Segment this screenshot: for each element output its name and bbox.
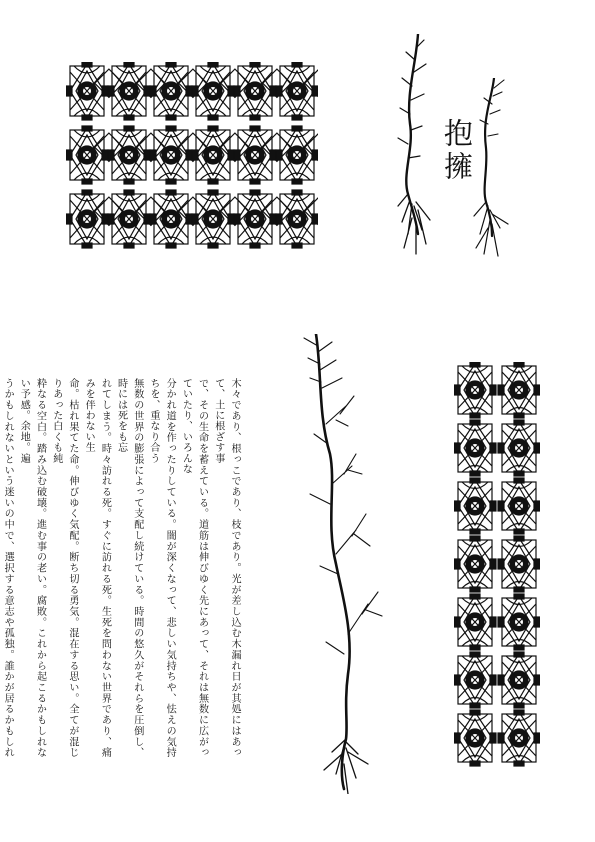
poem-line: うかもしれないという迷いの中で、選択する意志や孤独。誰かが居るかもしれ — [2, 378, 14, 758]
ornament-pattern-right — [454, 362, 540, 772]
poem-body — [2, 378, 242, 758]
twig-illustration-center — [296, 334, 386, 794]
poem-line: 無数の世界の膨張によって支配し続けている。時間の悠久がそれらを圧倒し、時には死をも忘 — [115, 378, 143, 758]
poem-line: 命。枯れ果てた命。伸びゆく気配。断ち切る勇気。混在する思い。全てが混じりあった白くも純 — [50, 378, 78, 758]
twig-illustration-left — [396, 34, 446, 256]
poem-line: で、その生命を蓄えている。道筋は伸びゆく先にあって、それは無数に広がっていたり、いろんな — [180, 378, 208, 758]
pattern-column-right — [498, 362, 540, 766]
ornament-pattern-top — [66, 62, 318, 250]
page-title: 抱擁 — [440, 118, 474, 184]
poem-line: 粋なる空白。踏み込む破壊。進む事の老い。腐敗。これから起こるかもしれない予感。余地。遍 — [18, 378, 46, 758]
pattern-row-1 — [66, 62, 318, 120]
poem-line: れてしまう。時々訪れる死。すぐに訪れる死。生死を問わない世界であり、痛みを伴わない生 — [83, 378, 111, 758]
poem-line: 木々であり、根っこであり、枝であり。光が差し込む木漏れ日が其処にはあって、土に根ざす事 — [212, 378, 240, 758]
pattern-column-left — [454, 362, 496, 766]
pattern-row-3 — [66, 190, 318, 248]
twig-illustration-right — [468, 78, 518, 260]
poem-line: 分かれ道を作ったりしている。闇が深くなって、悲しい気持ちや、怯えの気持ちを、重なり合う — [147, 378, 176, 758]
pattern-row-2 — [66, 126, 318, 184]
